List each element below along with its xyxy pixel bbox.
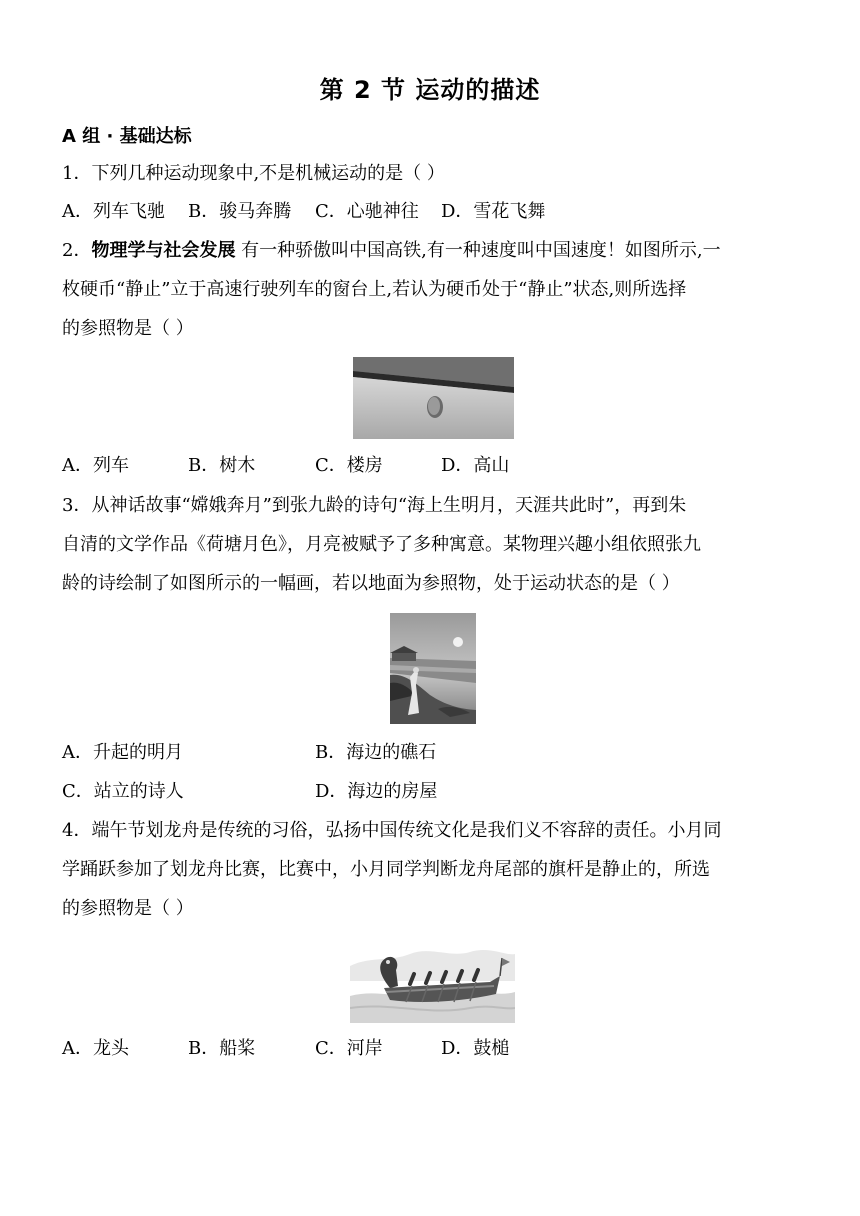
question-3-options-row-1 <box>62 734 802 772</box>
q3-option-b[interactable]: B．海边的礁石 <box>315 742 437 763</box>
q1-option-c[interactable]: C．心驰神往 <box>315 201 419 222</box>
q2-option-c[interactable]: C．楼房 <box>315 455 383 476</box>
question-3-line-3: 龄的诗绘制了如图所示的一幅画，若以地面为参照物，处于运动状态的是（ ） <box>62 573 680 594</box>
q4-option-c[interactable]: C．河岸 <box>315 1038 383 1059</box>
question-3-line-1: 3．从神话故事“嫦娥奔月”到张九龄的诗句“海上生明月，天涯共此时”，再到朱 <box>62 495 687 516</box>
question-2-options <box>62 447 802 485</box>
q1-option-d[interactable]: D．雪花飞舞 <box>441 201 546 222</box>
q4-option-b[interactable]: B．船桨 <box>188 1038 256 1059</box>
question-2-line-1 <box>62 232 802 270</box>
question-4-line-2: 学踊跃参加了划龙舟比赛，比赛中，小月同学判断龙舟尾部的旗杆是静止的，所选 <box>62 859 710 880</box>
q4-option-a[interactable]: A．龙头 <box>62 1038 129 1059</box>
question-1-stem: 1．下列几种运动现象中,不是机械运动的是（ ） <box>62 163 445 184</box>
question-3-line-2: 自清的文学作品《荷塘月色》，月亮被赋予了多种寓意。某物理兴趣小组依照张九 <box>62 534 701 555</box>
question-1-options <box>62 193 802 231</box>
question-2-tag: 物理学与社会发展 <box>91 240 236 261</box>
q1-option-a[interactable]: A．列车飞驰 <box>62 201 165 222</box>
question-2-number: 2． <box>62 240 92 261</box>
q3-option-d[interactable]: D．海边的房屋 <box>315 781 438 802</box>
poet-and-moon-painting-image <box>390 613 476 724</box>
group-heading: A 组 · 基础达标 <box>62 126 192 147</box>
question-2-line-3: 的参照物是（ ） <box>62 318 194 339</box>
question-4-options <box>62 1030 802 1068</box>
coin-on-train-window-image <box>353 357 514 439</box>
q1-option-b[interactable]: B．骏马奔腾 <box>188 201 292 222</box>
q2-option-a[interactable]: A．列车 <box>62 455 129 476</box>
question-4-line-3: 的参照物是（ ） <box>62 898 194 919</box>
question-4-line-1: 4．端午节划龙舟是传统的习俗，弘扬中国传统文化是我们义不容辞的责任。小月同 <box>62 820 722 841</box>
question-2-line-2: 枚硬币“静止”立于高速行驶列车的窗台上,若认为硬币处于“静止”状态,则所选择 <box>62 279 687 300</box>
question-3-options-row-2 <box>62 773 802 811</box>
q4-option-d[interactable]: D．鼓槌 <box>441 1038 510 1059</box>
question-2-text: 有一种骄傲叫中国高铁,有一种速度叫中国速度！如图所示,一 <box>235 240 721 261</box>
q2-option-b[interactable]: B．树木 <box>188 455 256 476</box>
q2-option-d[interactable]: D．高山 <box>441 455 510 476</box>
q3-option-a[interactable]: A．升起的明月 <box>62 742 183 763</box>
q3-option-c[interactable]: C．站立的诗人 <box>62 781 184 802</box>
page-title: 第 2 节 运动的描述 <box>319 76 541 104</box>
dragon-boat-image <box>350 936 515 1023</box>
